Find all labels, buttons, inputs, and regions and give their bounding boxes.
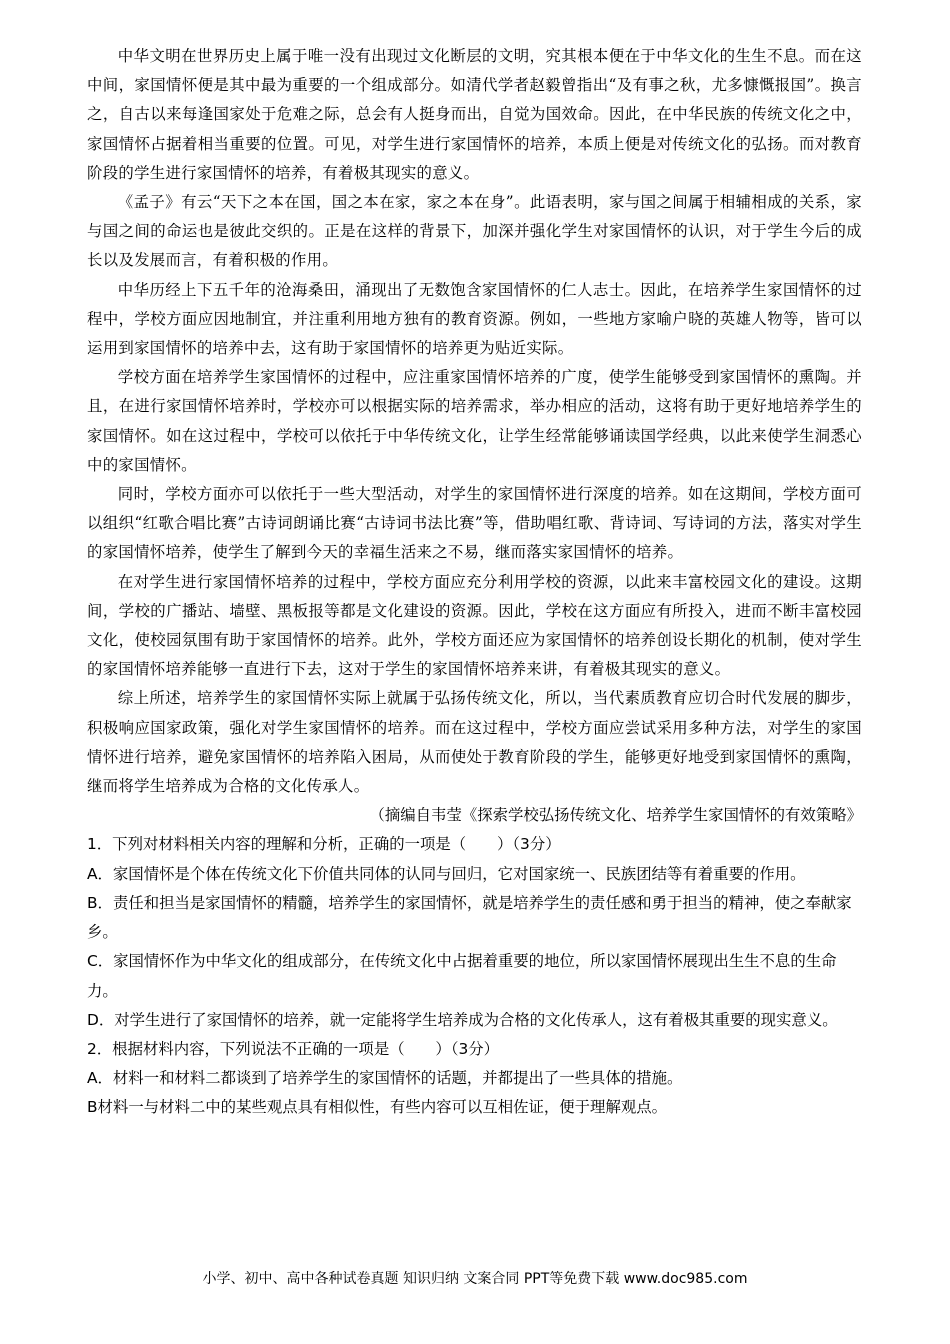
question-1-option-a: A．家国情怀是个体在传统文化下价值共同体的认同与回归，它对国家统一、民族团结等有着重要的作用。	[87, 864, 806, 883]
article-paragraph-7: 综上所述，培养学生的家国情怀实际上就属于弘扬传统文化，所以，当代素质教育应切合时代发展的脚步，积极响应国家政策，强化对学生家国情怀的培养。而在这过程中，学校方面应尝试采用多种方法，对学生的家国情怀进行培养，避免家国情怀的培养陷入困局，从而使处于教育阶段的学生，能够更好地受到家国情怀的熏陶，继而将学生培养成为合格的文化传承人。	[87, 689, 862, 796]
article-paragraph-3: 中华历经上下五千年的沧海桑田，涌现出了无数饱含家国情怀的仁人志士。因此，在培养学生家国情怀的过程中，学校方面应因地制宜，并注重利用地方独有的教育资源。例如，一些地方家喻户晓的英雄人物等，皆可以运用到家国情怀的培养中去，这有助于家国情怀的培养更为贴近实际。	[87, 280, 862, 358]
page-footer: 小学、初中、高中各种试卷真题 知识归纳 文案合同 PPT等免费下载 www.doc985.com	[202, 1271, 748, 1287]
article-source: （摘编自韦莹《探索学校弘扬传统文化、培养学生家国情怀的有效策略》	[369, 806, 862, 825]
article-paragraph-2: 《孟子》有云“天下之本在国，国之本在家，家之本在身”。此语表明，家与国之间属于相辅相成的关系，家与国之间的命运也是彼此交织的。正是在这样的背景下，加深并强化学生对家国情怀的认识，对于学生今后的成长以及发展而言，有着积极的作用。	[87, 193, 862, 270]
article-paragraph-5: 同时，学校方面亦可以依托于一些大型活动，对学生的家国情怀进行深度的培养。如在这期间，学校方面可以组织“红歌合唱比赛”古诗词朗诵比赛“古诗词书法比赛”等，借助唱红歌、背诗词、写诗词的方法，落实对学生的家国情怀培养，使学生了解到今天的幸福生活来之不易，继而落实家国情怀的培养。	[87, 485, 862, 562]
article-paragraph-4: 学校方面在培养学生家国情怀的过程中，应注重家国情怀培养的广度，使学生能够受到家国情怀的熏陶。并且，在进行家国情怀培养时，学校亦可以根据实际的培养需求，举办相应的活动，这将有助于更好地培养学生的家国情怀。如在这过程中，学校可以依托于中华传统文化，让学生经常能够诵读国学经典，以此来使学生洞悉心中的家国情怀。	[87, 368, 862, 474]
question-2-stem: 2．根据材料内容，下列说法不正确的一项是（ ）（3分）	[87, 1039, 500, 1058]
document-page	[87, 42, 862, 1123]
question-1-stem: 1．下列对材料相关内容的理解和分析，正确的一项是（ ）（3分）	[87, 835, 561, 854]
article-paragraph-6: 在对学生进行家国情怀培养的过程中，学校方面应充分利用学校的资源，以此来丰富校园文化的建设。这期间，学校的广播站、墙壁、黑板报等都是文化建设的资源。因此，学校在这方面应有所投入，进而不断丰富校园文化，使校园氛围有助于家国情怀的培养。此外，学校方面还应为家国情怀的培养创设长期化的机制，使对学生的家国情怀培养能够一直进行下去，这对于学生的家国情怀培养来讲，有着极其现实的意义。	[87, 572, 862, 679]
question-1-option-c: C．家国情怀作为中华文化的组成部分，在传统文化中占据着重要的地位，所以家国情怀展现出生生不息的生命力。	[87, 952, 837, 1000]
question-1-option-d: D．对学生进行了家国情怀的培养，就一定能将学生培养成为合格的文化传承人，这有着极其重要的现实意义。	[87, 1010, 838, 1029]
question-1-option-b: B．责任和担当是家国情怀的精髓，培养学生的家国情怀，就是培养学生的责任感和勇于担当的精神，使之奉献家乡。	[87, 893, 852, 942]
question-2-option-a: A．材料一和材料二都谈到了培养学生的家国情怀的话题，并都提出了一些具体的措施。	[87, 1069, 683, 1088]
article-paragraph-1: 中华文明在世界历史上属于唯一没有出现过文化断层的文明，究其根本便在于中华文化的生生不息。而在这中间，家国情怀便是其中最为重要的一个组成部分。如清代学者赵毅曾指出“及有事之秋，尤多慷慨报国”。换言之，自古以来每逢国家处于危难之际，总会有人挺身而出，自觉为国效命。因此，在中华民族的传统文化之中，家国情怀占据着相当重要的位置。可见，对学生进行家国情怀的培养，本质上便是对传统文化的弘扬。而对教育阶段的学生进行家国情怀的培养，有着极其现实的意义。	[87, 47, 862, 182]
question-2-option-b: B材料一与材料二中的某些观点具有相似性，有些内容可以互相佐证，便于理解观点。	[87, 1098, 668, 1117]
